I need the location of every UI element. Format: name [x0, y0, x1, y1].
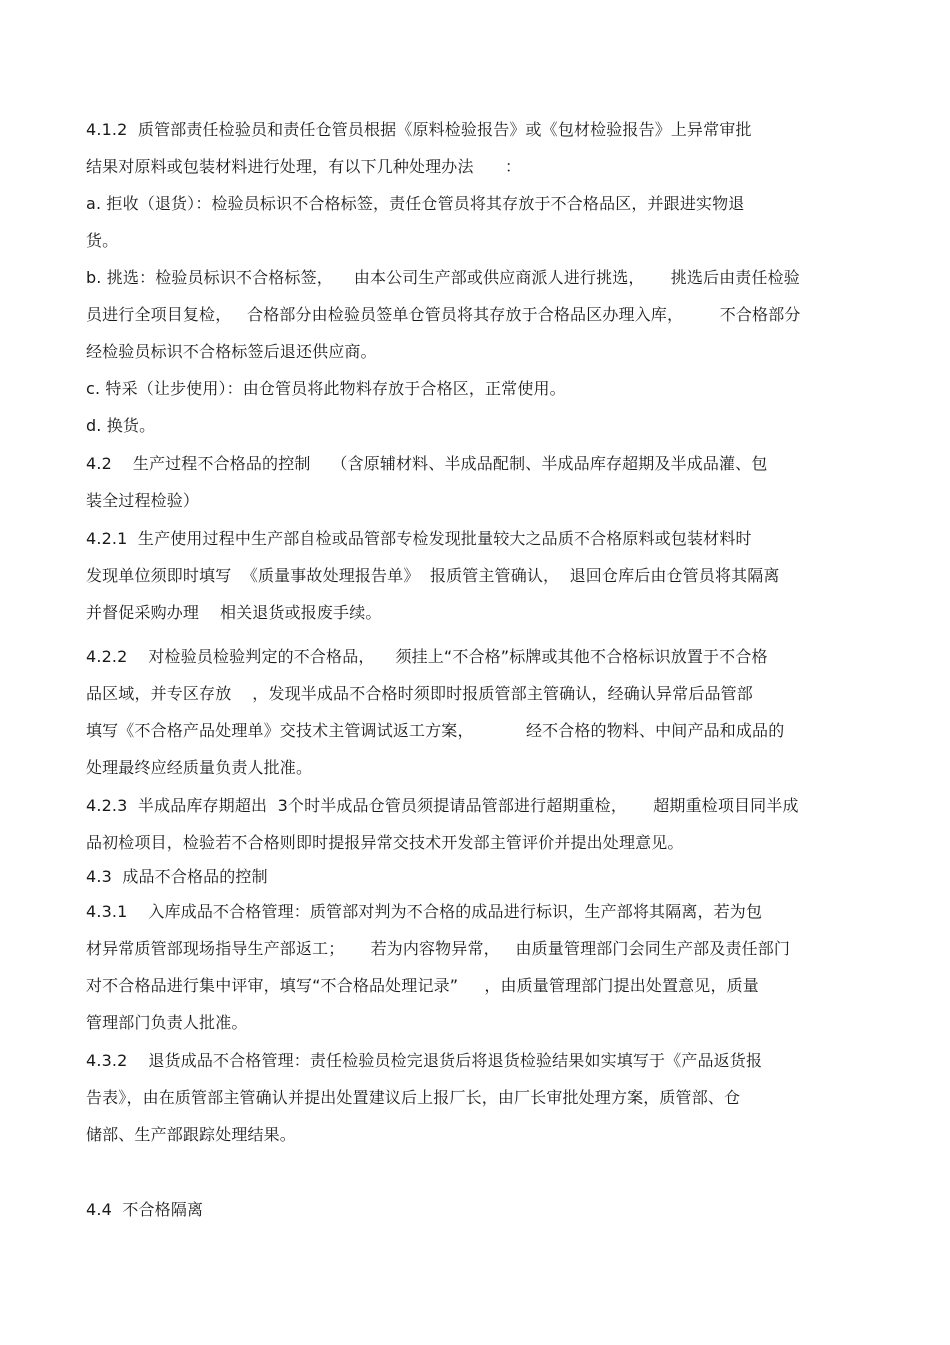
text-line: 员进行全项目复检， 合格部分由检验员签单仓管员将其存放于合格品区办理入库， 不合格部分 — [86, 305, 801, 324]
text-line: 4.2.1 生产使用过程中生产部自检或品管部专检发现批量较大之品质不合格原料或包装材料时 — [86, 529, 752, 548]
section-heading: 4.3 成品不合格品的控制 — [86, 867, 268, 886]
section-heading: 4.4 不合格隔离 — [86, 1200, 204, 1219]
text-line: 储部、生产部跟踪处理结果。 — [86, 1125, 296, 1144]
text-line: 4.2 生产过程不合格品的控制 （含原辅材料、半成品配制、半成品库存超期及半成品灌、包 — [86, 454, 768, 473]
text-line: 结果对原料或包装材料进行处理，有以下几种处理办法 ： — [86, 157, 522, 176]
text-line: 对不合格品进行集中评审，填写“不合格品处理记录” ，由质量管理部门提出处置意见，质量 — [86, 976, 759, 995]
text-line: 货。 — [86, 231, 119, 250]
text-line: 经检验员标识不合格标签后退还供应商。 — [86, 342, 377, 361]
text-line: 材异常质管部现场指导生产部返工； 若为内容物异常， 由质量管理部门会同生产部及责任部门 — [86, 939, 791, 958]
text-line: 告表》，由在质管部主管确认并提出处置建议后上报厂长，由厂长审批处理方案，质管部、仓 — [86, 1088, 741, 1107]
text-line: 并督促采购办理 相关退货或报废手续。 — [86, 603, 382, 622]
text-line: 品初检项目，检验若不合格则即时提报异常交技术开发部主管评价并提出处理意见。 — [86, 833, 684, 852]
text-line: 填写《不合格产品处理单》交技术主管调试返工方案， 经不合格的物料、中间产品和成品的 — [86, 721, 785, 740]
text-line: a. 拒收（退货）：检验员标识不合格标签，责任仓管员将其存放于不合格品区，并跟进实物退 — [86, 194, 745, 213]
text-line: 4.2.3 半成品库存期超出 3个时半成品仓管员须提请品管部进行超期重检， 超期重检项目同半成 — [86, 796, 799, 815]
text-line: 4.1.2 质管部责任检验员和责任仓管员根据《原料检验报告》或《包材检验报告》上异常审批 — [86, 120, 752, 139]
text-line: 4.3.1 入库成品不合格管理：质管部对判为不合格的成品进行标识，生产部将其隔离，若为包 — [86, 902, 763, 921]
text-line: 装全过程检验） — [86, 491, 200, 510]
text-line: b. 挑选：检验员标识不合格标签， 由本公司生产部或供应商派人进行挑选， 挑选后由责任检验 — [86, 268, 800, 287]
text-line: 4.2.2 对检验员检验判定的不合格品， 须挂上“不合格”标牌或其他不合格标识放置于不合格 — [86, 647, 768, 666]
text-line: 发现单位须即时填写 《质量事故处理报告单》 报质管主管确认， 退回仓库后由仓管员将其隔离 — [86, 566, 780, 585]
text-line: 管理部门负责人批准。 — [86, 1013, 248, 1032]
text-line: 品区域，并专区存放 ，发现半成品不合格时须即时报质管部主管确认，经确认异常后品管部 — [86, 684, 753, 703]
text-line: d. 换货。 — [86, 416, 156, 435]
text-line: 处理最终应经质量负责人批准。 — [86, 758, 313, 777]
text-line: 4.3.2 退货成品不合格管理：责任检验员检完退货后将退货检验结果如实填写于《产品返货报 — [86, 1051, 763, 1070]
text-line: c. 特采（让步使用）：由仓管员将此物料存放于合格区，正常使用。 — [86, 379, 566, 398]
